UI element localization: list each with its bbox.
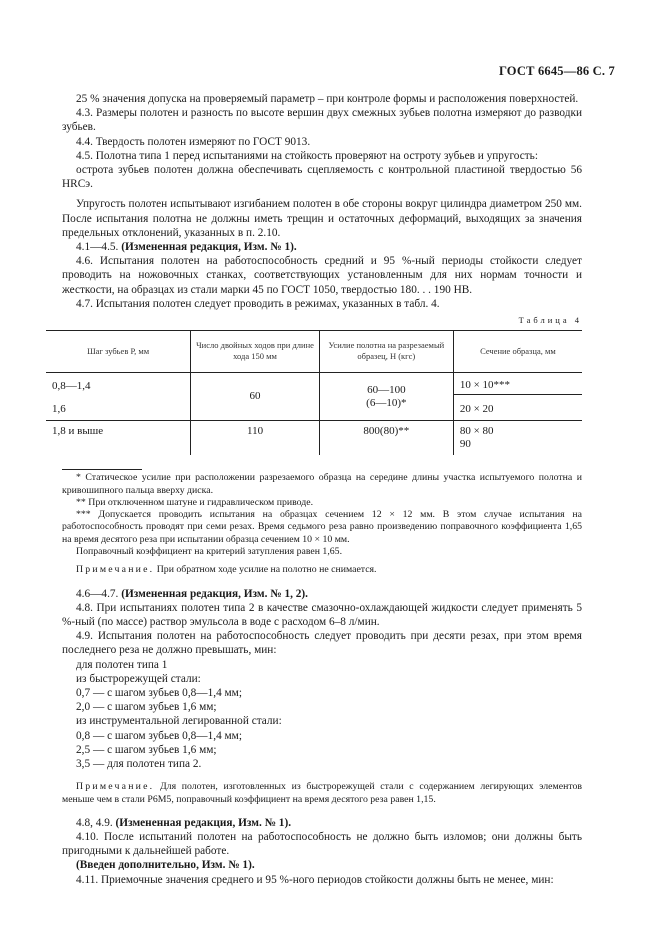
table-cell: 110 (191, 421, 320, 456)
table-row (46, 373, 582, 395)
amendment-clauses: 4.6—4.7. (76, 587, 119, 600)
amendment-note (62, 587, 582, 601)
cell-line: 80 × 80 (459, 425, 494, 438)
list-item: 2,5 — с шагом зубьев 1,6 мм; (76, 743, 217, 756)
column-header: Шаг зубьев Р, мм (46, 331, 191, 373)
note (62, 781, 582, 806)
list-item: 0,8 — с шагом зубьев 0,8—1,4 мм; (76, 729, 242, 742)
column-header: Сечение образца, мм (453, 331, 582, 373)
table-row (46, 421, 582, 456)
amendment-note (62, 240, 582, 254)
page-header: ГОСТ 6645—86 С. 7 (498, 64, 615, 78)
cell-line: 60—100 (367, 383, 406, 396)
table-cell: 800(80)** (319, 421, 453, 456)
paragraph: 4.8. При испытаниях полотен типа 2 в качестве смазочно-охлаждающей жидкости следует применять 5 %-ный (по массе) раствор эмульсола в воде с расходом 6–8 л/мин. (62, 601, 582, 629)
table-caption: Таблица 4 (518, 315, 582, 326)
table-header-row (46, 331, 582, 373)
table-cell (319, 373, 453, 421)
footnote: * Статическое усилие при расположении разрезаемого образца на середине длины участка испытуемого полотна и кривошипного пальца вверху диска. (62, 472, 582, 496)
paragraph: 4.6. Испытания полотен на работоспособность средний и 95 %-ный периоды стойкости следует проводить на ножовочных станках, соответствующих установленным для них нормам точности и жесткости, на образцах из стали марки 45 по ГОСТ 1050, твердостью 180. . . 190 НВ. (62, 255, 582, 296)
document-body (52, 92, 582, 887)
footnote: Поправочный коэффициент на критерий затупления равен 1,65. (76, 546, 343, 558)
amendment-label: (Введен дополнительно, Изм. № 1). (76, 859, 255, 872)
paragraph: 25 % значения допуска на проверяемый параметр – при контроле формы и расположения поверхностей. (76, 93, 579, 105)
column-header: Усилие полотна на разрезаемый образец, Н (кгс) (319, 331, 453, 373)
note (62, 564, 582, 576)
paragraph: 4.9. Испытания полотен на работоспособность следует проводить при десяти резах, при этом время последнего реза не должно превышать, мин: (62, 630, 582, 657)
amendment-clauses: 4.1—4.5. (76, 241, 119, 254)
note-text: При обратном ходе усилие на полотно не снимается. (156, 564, 377, 576)
cell-line: (6—10)* (366, 396, 407, 409)
paragraph: острота зубьев полотен должна обеспечивать сцепляемость с контрольной пластиной твердостью 56 HRCэ. (62, 164, 582, 191)
note-label: Примечание. (76, 781, 155, 793)
table-cell: 1,8 и выше (52, 425, 104, 438)
cell-line: 90 (459, 438, 471, 451)
table-cell: 0,8—1,4 (52, 379, 91, 392)
paragraph: 4.4. Твердость полотен измеряют по ГОСТ 9013. (76, 135, 311, 148)
note-text: Для полотен, изготовленных из быстрорежущей стали с содержанием легирующих элементов меньше чем в стали Р6М5, поправочный коэффициент на время десятого реза равен 1,15. (62, 781, 582, 805)
paragraph: 4.5. Полотна типа 1 перед испытаниями на стойкость проверяют на остроту зубьев и упругость: (76, 149, 538, 162)
paragraph: 4.11. Приемочные значения среднего и 95 %-ного периодов стойкости должны быть не менее, мин: (76, 873, 554, 886)
paragraph: 4.7. Испытания полотен следует проводить в режимах, указанных в табл. 4. (76, 297, 440, 310)
footnote-divider (62, 469, 142, 470)
table-cell: 10 × 10*** (453, 373, 582, 395)
table-cell: 1,6 (46, 395, 191, 421)
paragraph: Упругость полотен испытывают изгибанием полотен в обе стороны вокруг цилиндра диаметром 250 мм. После испытания полотна не должны иметь трещин и остаточных деформаций, выходящих за значения предельных отклонений, указанных в п. 2.10. (62, 198, 582, 239)
list-item: 3,5 — для полотен типа 2. (76, 758, 202, 771)
paragraph: 4.3. Размеры полотен и разность по высоте вершин двух смежных зубьев полотна измеряют до разводки зубьев. (62, 107, 582, 134)
paragraph: 4.10. После испытаний полотен на работоспособность не должно быть изломов; они должны быть пригодными к дальнейшей работе. (62, 831, 582, 858)
table-cell: 60 (191, 373, 320, 421)
note-label: Примечание. (76, 564, 155, 576)
footnote: ** При отключенном шатуне и гидравлическом приводе. (76, 496, 314, 508)
amendment-label: (Измененная редакция, Изм. № 1). (121, 241, 297, 254)
table-cell (453, 421, 582, 456)
amendment-clauses: 4.8, 4.9. (76, 816, 113, 829)
amendment-note (62, 816, 582, 830)
table-4 (46, 330, 582, 455)
table-cell: 20 × 20 (453, 395, 582, 421)
footnote: *** Допускается проводить испытания на образцах сечением 12 × 12 мм. В этом случае испытания на работоспособность проводят при семи резах. Время седьмого реза равно произведению поправочного коэффициента 1,65 на время десятого реза при испытании образца сечением 10 × 10 мм. (62, 509, 582, 545)
column-header: Число двойных ходов при длине хода 150 мм (191, 331, 320, 373)
amendment-label: (Измененная редакция, Изм. № 1). (115, 816, 292, 829)
time-limits-list (62, 658, 582, 772)
list-item: из инструментальной легированной стали: (76, 715, 282, 728)
amendment-label: (Измененная редакция, Изм. № 1, 2). (121, 587, 308, 600)
list-item: 0,7 — с шагом зубьев 0,8—1,4 мм; (76, 687, 242, 700)
list-item: 2,0 — с шагом зубьев 1,6 мм; (76, 701, 217, 714)
list-item: из быстрорежущей стали: (76, 672, 201, 685)
list-item: для полотен типа 1 (76, 658, 168, 671)
